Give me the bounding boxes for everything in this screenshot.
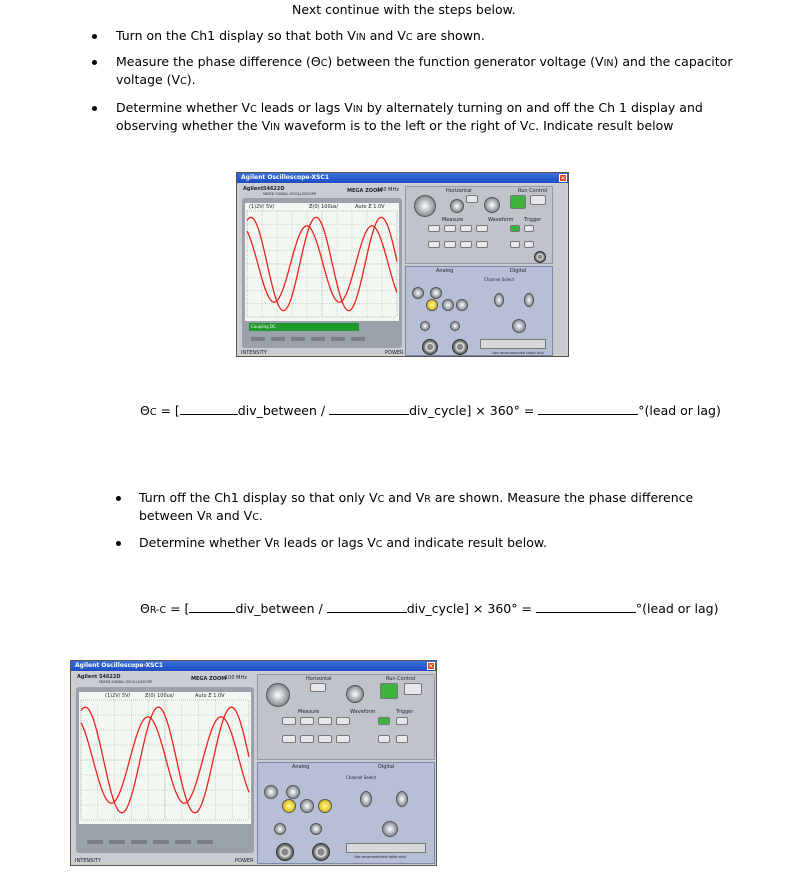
step-turn-off-ch1-line1: Turn off the Ch1 display so that only VC and VR are shown. Measure the phase difference (139, 490, 694, 505)
softkey-4[interactable] (311, 337, 325, 341)
ch2-input-connector[interactable] (312, 843, 330, 861)
time-readout: Ƶ(0) 100us/ (309, 204, 339, 210)
delay-knob[interactable] (484, 197, 500, 213)
step-turn-off-ch1-line2: between VR and VC. (139, 508, 263, 523)
position-knob[interactable] (450, 199, 464, 213)
megazoom-logo: MEGA ZOOM (191, 676, 227, 682)
ch1-button[interactable] (426, 299, 438, 311)
softkey-6[interactable] (351, 337, 365, 341)
digital-d0-button[interactable] (360, 791, 372, 807)
intensity-label: INTENSITY (241, 350, 267, 356)
ch2-button[interactable] (318, 799, 332, 813)
mode-coupling-button[interactable] (396, 717, 408, 725)
ch-scale-readout: (1)2V/ 5V/ (105, 693, 131, 699)
cursors-button[interactable] (282, 717, 296, 725)
softkey-1[interactable] (251, 337, 265, 341)
softkey-2[interactable] (271, 337, 285, 341)
ch2-position-knob[interactable] (450, 321, 460, 331)
single-button[interactable] (404, 683, 422, 695)
quick-print-button[interactable] (318, 735, 332, 743)
channel-select-label: Channel Select (484, 277, 515, 282)
edge-button[interactable] (510, 225, 520, 232)
blank-div-between[interactable] (180, 402, 238, 415)
acquire-button[interactable] (460, 225, 472, 232)
run-control-label: Run Control (386, 676, 416, 682)
blank-div-cycle[interactable] (329, 402, 409, 415)
waveform-label: Waveform (488, 217, 514, 223)
mode-coupling-button[interactable] (524, 225, 534, 232)
horizontal-label: Horizontal (446, 188, 472, 194)
scope-titlebar[interactable]: Agilent Oscilloscope-XSC1 (71, 661, 436, 671)
ch1-position-knob[interactable] (420, 321, 430, 331)
brand-label: Agilent (243, 186, 264, 192)
trigger-label: Trigger (524, 217, 542, 223)
softkey-5[interactable] (175, 840, 191, 844)
analog-label: Analog (436, 268, 454, 274)
spec-label: 100 MHz (225, 675, 247, 681)
delay-knob[interactable] (346, 685, 364, 703)
more-button[interactable] (524, 241, 534, 248)
oscilloscope-window-2[interactable] (70, 660, 437, 866)
trigger-label: Trigger (396, 709, 414, 715)
ch1-input-connector[interactable] (422, 339, 438, 355)
math-button[interactable] (300, 799, 314, 813)
step-lead-lag-line2: observing whether the VIN waveform is to the left or the right of VC. Indicate result below (116, 118, 674, 133)
digital-position-knob[interactable] (382, 821, 398, 837)
blank-div-between[interactable] (189, 600, 235, 613)
step-measure-phase-line1: Measure the phase difference (ΘC) between the function generator voltage (VIN) and the capacitor (116, 54, 733, 69)
autoscale-button[interactable] (282, 735, 296, 743)
megazoom-logo: MEGA ZOOM (347, 188, 383, 194)
measure-label: Measure (298, 709, 320, 715)
pattern-button[interactable] (510, 241, 520, 248)
time-readout: Ƶ(0) 100us/ (145, 693, 175, 699)
softkey-menu-bar (249, 323, 359, 331)
ch2-input-connector[interactable] (452, 339, 468, 355)
trigger-readout: Auto Ƶ 1.0V (355, 204, 385, 210)
power-label: POWER (235, 858, 254, 864)
model-label: 54622D (263, 186, 285, 192)
digital-label: Digital (510, 268, 527, 274)
bullet-dot (116, 541, 121, 546)
ch1-button[interactable] (282, 799, 296, 813)
page-heading: Next continue with the steps below. (292, 2, 516, 17)
step-ch1-display: Turn on the Ch1 display so that both VIN and VC are shown. (116, 28, 485, 43)
scope-titlebar[interactable]: Agilent Oscilloscope-XSC1 (237, 173, 568, 183)
utility-button[interactable] (476, 241, 488, 248)
trigger-readout: Auto Ƶ 1.0V (195, 693, 225, 699)
pattern-button[interactable] (378, 735, 390, 743)
ch-scale-readout: (1)2V/ 5V/ (249, 204, 275, 210)
digital-d15-button[interactable] (396, 791, 408, 807)
brand-label: Agilent (77, 674, 98, 680)
step-measure-phase-line2: voltage (VC). (116, 72, 196, 87)
quick-print-button[interactable] (460, 241, 472, 248)
blank-phase-result[interactable] (538, 402, 638, 415)
softkey-4[interactable] (153, 840, 169, 844)
ch2-position-knob[interactable] (310, 823, 322, 835)
usb-note: Use recommended cable only (354, 855, 407, 859)
acquire-button[interactable] (318, 717, 332, 725)
single-button[interactable] (530, 195, 546, 205)
close-button[interactable]: ✕ (428, 663, 434, 670)
ch1-volts-knob[interactable] (264, 785, 278, 799)
softkey-3[interactable] (131, 840, 147, 844)
model-label: 54622D (99, 674, 121, 680)
digital-d15-button[interactable] (524, 293, 534, 307)
ch1-input-connector[interactable] (276, 843, 294, 861)
model-sub-label: MIXED SIGNAL OSCILLOSCOPE (263, 192, 317, 196)
utility-button[interactable] (336, 735, 350, 743)
softkey-6[interactable] (197, 840, 213, 844)
timebase-knob[interactable] (266, 683, 290, 707)
bullet-dot (92, 106, 97, 111)
horizontal-panel (257, 674, 435, 760)
ch2-volts-knob[interactable] (286, 785, 300, 799)
more-button[interactable] (396, 735, 408, 743)
save-recall-button[interactable] (300, 735, 314, 743)
softkey-1[interactable] (87, 840, 103, 844)
blank-phase-result[interactable] (536, 600, 636, 613)
step-lead-lag-line1: Determine whether VC leads or lags VIN by alternately turning on and off the Ch 1 display and (116, 100, 703, 115)
timebase-knob[interactable] (414, 195, 436, 217)
display-button[interactable] (476, 225, 488, 232)
run-stop-button[interactable] (510, 195, 526, 209)
save-recall-button[interactable] (444, 241, 456, 248)
measure-label: Measure (442, 217, 464, 223)
run-control-label: Run Control (518, 188, 548, 194)
softkey-3[interactable] (291, 337, 305, 341)
edge-button[interactable] (378, 717, 390, 725)
usb-note: Use recommended cable only (492, 351, 545, 355)
bullet-dot (92, 34, 97, 39)
softkey-5[interactable] (331, 337, 345, 341)
logic-probe-port[interactable] (480, 339, 546, 349)
scope-screen (245, 203, 399, 321)
waveform-display (245, 203, 399, 321)
step-vr-lead-lag: Determine whether VR leads or lags VC and indicate result below. (139, 535, 547, 550)
analog-label: Analog (292, 764, 310, 770)
digital-position-knob[interactable] (512, 319, 526, 333)
scope-screen (79, 692, 251, 824)
formula-phase-c: ΘC = [ div_between / div_cycle] × 360° = °(lead or lag) (140, 403, 721, 418)
ch2-button[interactable] (456, 299, 468, 311)
bullet-dot (116, 496, 121, 501)
horizontal-label: Horizontal (306, 676, 332, 682)
horizontal-panel (405, 186, 553, 264)
main-delayed-button[interactable] (310, 683, 326, 692)
formula-phase-rc: ΘR-C = [ div_between / div_cycle] × 360° = °(lead or lag) (140, 601, 719, 616)
ch2-volts-knob[interactable] (430, 287, 442, 299)
logic-probe-port[interactable] (346, 843, 426, 853)
digital-label: Digital (378, 764, 395, 770)
spec-label: 100 MHz (377, 187, 399, 193)
autoscale-button[interactable] (428, 241, 440, 248)
waveform-label: Waveform (350, 709, 376, 715)
channel-select-label: Channel Select (346, 775, 377, 780)
power-label: POWER (385, 350, 404, 356)
close-button[interactable]: ✕ (560, 175, 566, 182)
ch1-volts-knob[interactable] (412, 287, 424, 299)
main-delayed-button[interactable] (466, 195, 478, 203)
bullet-dot (92, 60, 97, 65)
blank-div-cycle[interactable] (327, 600, 407, 613)
intensity-label: INTENSITY (75, 858, 101, 864)
softkey-2[interactable] (109, 840, 125, 844)
waveform-display (79, 692, 251, 824)
ext-trigger-connector[interactable] (534, 251, 546, 263)
run-stop-button[interactable] (380, 683, 398, 699)
quick-meas-button[interactable] (300, 717, 314, 725)
digital-d0-button[interactable] (494, 293, 504, 307)
analog-section (257, 762, 435, 864)
model-sub-label: MIXED SIGNAL OSCILLOSCOPE (99, 680, 153, 684)
analog-section (405, 266, 553, 356)
ch1-position-knob[interactable] (274, 823, 286, 835)
cursors-button[interactable] (428, 225, 440, 232)
oscilloscope-window-1[interactable] (236, 172, 569, 357)
quick-meas-button[interactable] (444, 225, 456, 232)
softkey-coupling: Coupling DC (251, 324, 276, 329)
display-button[interactable] (336, 717, 350, 725)
math-button[interactable] (442, 299, 454, 311)
